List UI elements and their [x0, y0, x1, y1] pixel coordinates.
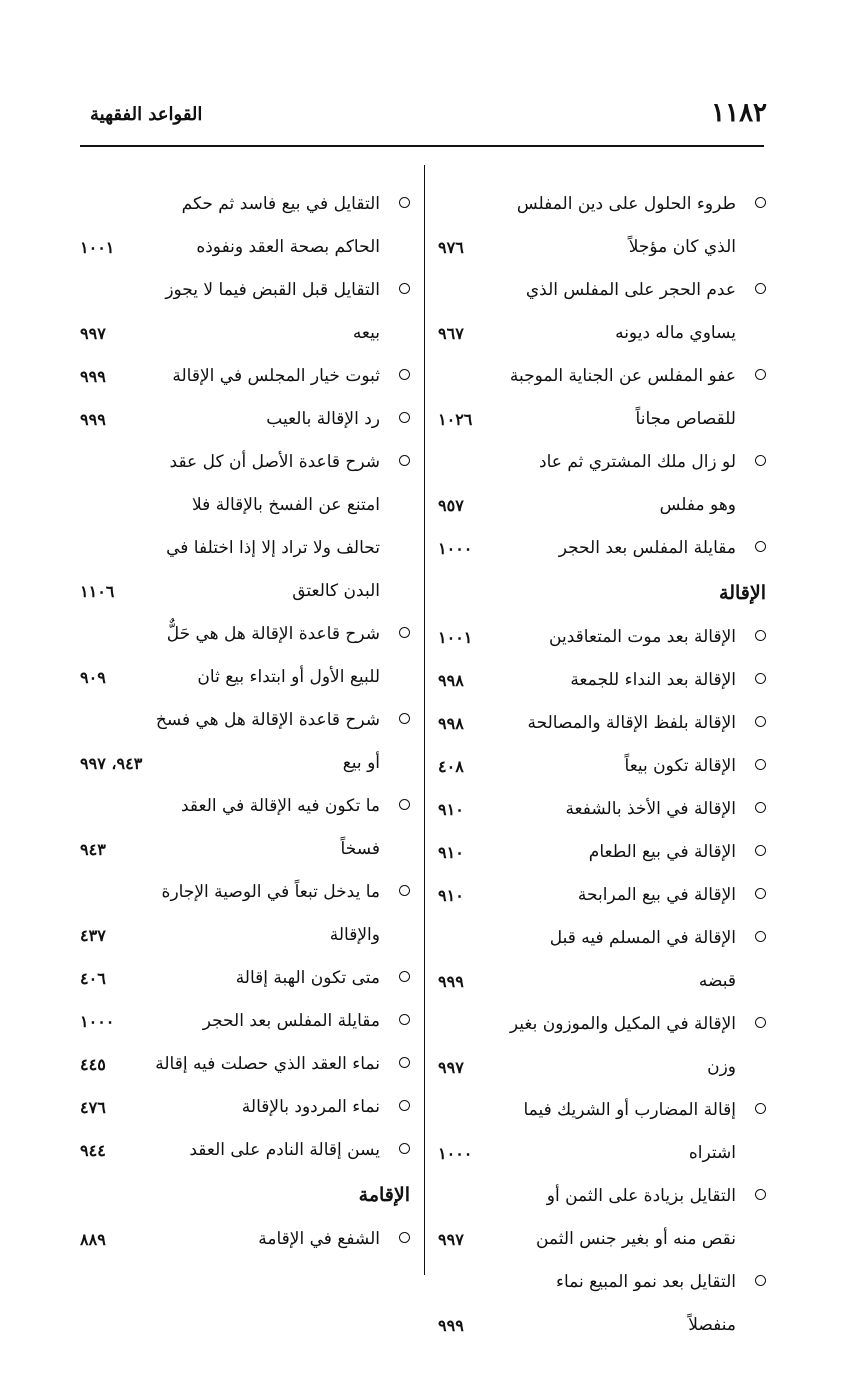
entry-page-numbers: ٩٧٦: [438, 238, 464, 257]
entry-page-numbers: ٩٩٧: [438, 1230, 464, 1249]
index-entry: [80, 871, 410, 957]
index-entry: [438, 874, 766, 917]
entry-text: طروء الحلول على دين المفلس الذي كان مؤجلاً: [516, 194, 736, 257]
index-entry: [438, 183, 766, 269]
index-entry: [80, 1129, 410, 1172]
circle-bullet-icon: [399, 197, 410, 208]
index-entry: [80, 269, 410, 355]
section-title: الإقامة: [358, 1184, 410, 1206]
entry-text: إقالة المضارب أو الشريك فيما اشتراه: [523, 1100, 736, 1163]
entry-page-numbers: ٩٥٧: [438, 496, 464, 515]
entry-text: الإقالة في المسلم فيه قبل قبضه: [549, 928, 736, 991]
entry-page-numbers: ٩٩٩: [438, 972, 464, 991]
section-title: الإقالة: [719, 582, 766, 604]
index-entry: [438, 1003, 766, 1089]
entry-page-numbers: ١٠٠١: [80, 238, 115, 257]
index-entry: [438, 355, 766, 441]
index-entry: [438, 616, 766, 659]
circle-bullet-icon: [755, 1189, 766, 1200]
entry-page-numbers: ١٠٠٠: [438, 1144, 473, 1163]
entry-page-numbers: ٤٠٦: [80, 969, 106, 988]
entry-text: متى تكون الهبة إقالة: [235, 968, 380, 988]
entry-page-numbers: ١٠٠٠: [80, 1012, 115, 1031]
entry-page-numbers: ٩٦٧: [438, 324, 464, 343]
entry-page-numbers: ١١٠٦: [80, 582, 115, 601]
index-entry: [80, 183, 410, 269]
index-entry: [80, 398, 410, 441]
entry-page-numbers: ٩١٠: [438, 843, 464, 862]
index-entry: [80, 1218, 410, 1261]
circle-bullet-icon: [399, 369, 410, 380]
index-entry: [438, 1261, 766, 1347]
entry-text: شرح قاعدة الأصل أن كل عقد امتنع عن الفسخ بالإقالة فلا تحالف ولا تراد إلا إذا اختلفا في البدن كالعتق: [166, 452, 380, 601]
index-entry: [438, 269, 766, 355]
circle-bullet-icon: [755, 931, 766, 942]
circle-bullet-icon: [399, 713, 410, 724]
index-entry: [438, 1175, 766, 1261]
entry-page-numbers: ٩٩٧: [80, 324, 106, 343]
circle-bullet-icon: [399, 971, 410, 982]
circle-bullet-icon: [755, 1275, 766, 1286]
entry-page-numbers: ١٠٠١: [438, 628, 473, 647]
entry-text: ما تكون فيه الإقالة في العقد فسخاً: [180, 796, 380, 859]
entry-text: الإقالة في المكيل والموزون بغير وزن: [509, 1014, 736, 1077]
entry-text: رد الإقالة بالعيب: [266, 409, 380, 429]
page-number: ١١٨٢: [711, 98, 767, 128]
index-entry: [438, 831, 766, 874]
entry-text: شرح قاعدة الإقالة هل هي حَلٌّ للبيع الأول أو ابتداء بيع ثان: [166, 624, 380, 687]
index-entry: [80, 441, 410, 613]
entry-page-numbers: ٩٠٩: [80, 668, 106, 687]
entry-text: التقايل بزيادة على الثمن أو نقص منه أو بغير جنس الثمن: [535, 1186, 736, 1249]
circle-bullet-icon: [755, 369, 766, 380]
circle-bullet-icon: [399, 1057, 410, 1068]
entry-page-numbers: ٩٤٣، ٩٩٧: [80, 754, 143, 773]
circle-bullet-icon: [755, 716, 766, 727]
entry-page-numbers: ١٠٠٠: [438, 539, 473, 558]
entry-text: التقايل بعد نمو المبيع نماء منفصلاً: [555, 1272, 736, 1335]
entry-page-numbers: ١٠٢٦: [438, 410, 473, 429]
circle-bullet-icon: [399, 885, 410, 896]
entry-text: الإقالة بلفظ الإقالة والمصالحة: [527, 713, 736, 733]
entry-text: عفو المفلس عن الجناية الموجبة للقصاص مجاناً: [509, 366, 736, 429]
entry-page-numbers: ٤٧٦: [80, 1098, 106, 1117]
index-entry: [438, 702, 766, 745]
index-entry: [80, 1043, 410, 1086]
index-entry: [80, 1000, 410, 1043]
entry-text: التقايل في بيع فاسد ثم حكم الحاكم بصحة العقد ونفوذه: [181, 194, 380, 257]
entry-text: عدم الحجر على المفلس الذي يساوي ماله ديونه: [525, 280, 736, 343]
entry-page-numbers: ٩١٠: [438, 886, 464, 905]
entry-text: الإقالة في بيع المرابحة: [577, 885, 736, 905]
circle-bullet-icon: [399, 1100, 410, 1111]
entry-page-numbers: ٨٨٩: [80, 1230, 106, 1249]
entry-text: شرح قاعدة الإقالة هل هي فسخ أو بيع: [155, 710, 380, 773]
circle-bullet-icon: [755, 759, 766, 770]
index-entry: [438, 1089, 766, 1175]
index-entry: [438, 745, 766, 788]
entry-text: الإقالة بعد النداء للجمعة: [570, 670, 736, 690]
entry-text: مقايلة المفلس بعد الحجر: [202, 1011, 380, 1031]
entry-page-numbers: ٤٣٧: [80, 926, 106, 945]
circle-bullet-icon: [755, 455, 766, 466]
index-entry: [438, 441, 766, 527]
circle-bullet-icon: [399, 412, 410, 423]
entry-page-numbers: ٩٩٧: [438, 1058, 464, 1077]
index-entry: [80, 957, 410, 1000]
circle-bullet-icon: [755, 845, 766, 856]
entry-page-numbers: ٤٠٨: [438, 757, 464, 776]
entry-text: نماء العقد الذي حصلت فيه إقالة: [155, 1054, 380, 1074]
entry-page-numbers: ٩٤٣: [80, 840, 106, 859]
circle-bullet-icon: [755, 888, 766, 899]
column-divider: [424, 165, 425, 1275]
circle-bullet-icon: [399, 627, 410, 638]
circle-bullet-icon: [755, 1017, 766, 1028]
header-rule: [80, 145, 764, 147]
entry-page-numbers: ٩١٠: [438, 800, 464, 819]
index-entry: [438, 527, 766, 570]
entry-page-numbers: ٩٩٨: [438, 671, 464, 690]
index-entry: [80, 355, 410, 398]
index-entry: [438, 659, 766, 702]
entry-page-numbers: ٩٩٩: [80, 410, 106, 429]
circle-bullet-icon: [399, 1014, 410, 1025]
entry-page-numbers: ٩٤٤: [80, 1141, 106, 1160]
circle-bullet-icon: [755, 802, 766, 813]
entry-text: الشفع في الإقامة: [258, 1229, 380, 1249]
circle-bullet-icon: [399, 799, 410, 810]
entry-text: مقايلة المفلس بعد الحجر: [558, 538, 736, 558]
entry-text: التقايل قبل القبض فيما لا يجوز بيعه: [165, 280, 380, 343]
entry-text: الإقالة بعد موت المتعاقدين: [549, 627, 736, 647]
index-entry: [80, 785, 410, 871]
circle-bullet-icon: [399, 455, 410, 466]
index-entry: [80, 613, 410, 699]
page-header: [80, 98, 767, 138]
circle-bullet-icon: [399, 283, 410, 294]
circle-bullet-icon: [399, 1232, 410, 1243]
circle-bullet-icon: [755, 541, 766, 552]
entry-text: ما يدخل تبعاً في الوصية الإجارة والإقالة: [161, 882, 380, 945]
entry-page-numbers: ٩٩٩: [80, 367, 106, 386]
entry-text: نماء المردود بالإقالة: [241, 1097, 380, 1117]
entry-text: يسن إقالة النادم على العقد: [189, 1140, 380, 1160]
entry-text: ثبوت خيار المجلس في الإقالة: [172, 366, 380, 386]
entry-page-numbers: ٤٤٥: [80, 1055, 106, 1074]
entry-text: لو زال ملك المشتري ثم عاد وهو مفلس: [539, 452, 736, 515]
left-column: [80, 183, 410, 1261]
entry-text: الإقالة في بيع الطعام: [588, 842, 736, 862]
running-title: القواعد الفقهية: [90, 104, 203, 125]
circle-bullet-icon: [755, 1103, 766, 1114]
entry-page-numbers: ٩٩٨: [438, 714, 464, 733]
entry-text: الإقالة تكون بيعاً: [624, 756, 736, 776]
index-entry: [438, 788, 766, 831]
circle-bullet-icon: [755, 283, 766, 294]
entry-text: الإقالة في الأخذ بالشفعة: [565, 799, 736, 819]
index-entry: [438, 917, 766, 1003]
circle-bullet-icon: [755, 197, 766, 208]
right-column: [438, 183, 766, 1347]
index-entry: [80, 699, 410, 785]
circle-bullet-icon: [399, 1143, 410, 1154]
circle-bullet-icon: [755, 630, 766, 641]
circle-bullet-icon: [755, 673, 766, 684]
index-entry: [80, 1086, 410, 1129]
entry-page-numbers: ٩٩٩: [438, 1316, 464, 1335]
